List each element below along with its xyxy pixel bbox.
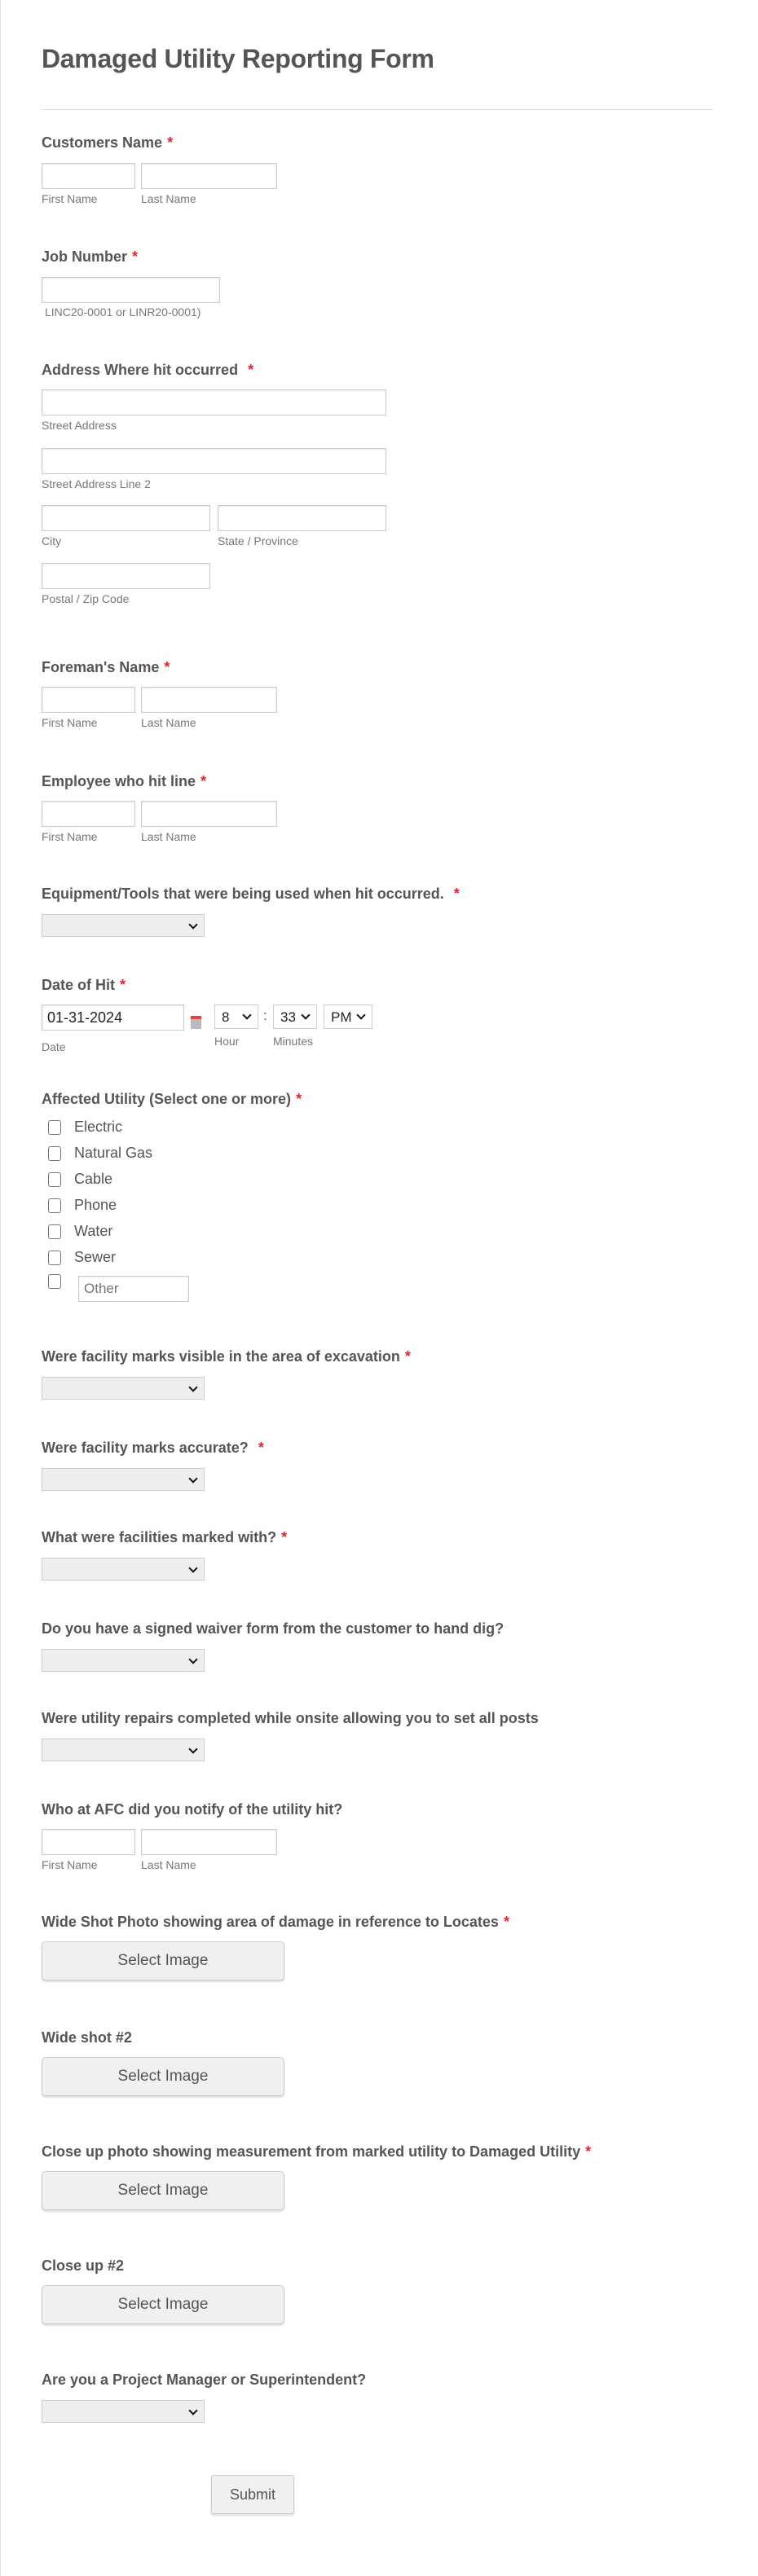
afc-first-name-input[interactable] bbox=[42, 1829, 135, 1855]
checkbox-natural-gas[interactable] bbox=[48, 1146, 61, 1161]
checkbox-sewer[interactable] bbox=[48, 1251, 61, 1265]
address-label: Address Where hit occurred * bbox=[42, 362, 254, 378]
sublabel: Last Name bbox=[141, 192, 196, 205]
other-input[interactable] bbox=[78, 1276, 189, 1302]
sublabel: Last Name bbox=[141, 1858, 196, 1871]
sublabel: State / Province bbox=[218, 534, 298, 547]
sublabel: Hour bbox=[214, 1035, 240, 1048]
repairs-label: Were utility repairs completed while onsite allowing you to set all posts bbox=[42, 1710, 539, 1726]
checkbox-label: Phone bbox=[74, 1197, 117, 1213]
job-number-hint: LINC20-0001 or LINR20-0001) bbox=[45, 306, 201, 319]
sublabel: Last Name bbox=[141, 716, 196, 729]
checkbox-label: Sewer bbox=[74, 1249, 117, 1265]
wide2-select-image-button[interactable]: Select Image bbox=[42, 2057, 284, 2096]
closeup-select-image-button[interactable]: Select Image bbox=[42, 2171, 284, 2210]
checkbox-electric[interactable] bbox=[48, 1120, 61, 1135]
marks-visible-label: Were facility marks visible in the area of excavation * bbox=[42, 1348, 411, 1365]
sublabel: Street Address bbox=[42, 419, 117, 432]
waiver-label: Do you have a signed waiver form from the customer to hand dig? bbox=[42, 1620, 505, 1637]
sublabel: First Name bbox=[42, 192, 98, 205]
job-number-label: Job Number * bbox=[42, 248, 139, 265]
sublabel: Street Address Line 2 bbox=[42, 477, 151, 490]
role-select[interactable] bbox=[42, 2400, 205, 2423]
checkbox-cable[interactable] bbox=[48, 1172, 61, 1187]
marks-visible-select[interactable] bbox=[42, 1377, 205, 1400]
checkbox-label: Electric bbox=[74, 1119, 123, 1135]
sublabel: First Name bbox=[42, 830, 98, 843]
customers-name-label: Customers Name * bbox=[42, 134, 174, 151]
marks-accurate-select[interactable] bbox=[42, 1468, 205, 1491]
job-number-input[interactable] bbox=[42, 277, 220, 303]
affected-utility-label: Affected Utility (Select one or more) * bbox=[42, 1091, 302, 1107]
closeup2-label: Close up #2 bbox=[42, 2257, 125, 2274]
checkbox-water[interactable] bbox=[48, 1224, 61, 1239]
marks-accurate-label: Were facility marks accurate? * bbox=[42, 1440, 264, 1456]
equipment-label: Equipment/Tools that were being used when hit occurred. * bbox=[42, 886, 460, 902]
role-label: Are you a Project Manager or Superintendent? bbox=[42, 2372, 367, 2388]
city-input[interactable] bbox=[42, 505, 210, 531]
checkbox-phone[interactable] bbox=[48, 1198, 61, 1213]
sublabel: First Name bbox=[42, 1858, 98, 1871]
closeup-label: Close up photo showing measurement from marked utility to Damaged Utility * bbox=[42, 2143, 592, 2160]
marked-with-label: What were facilities marked with? * bbox=[42, 1529, 288, 1545]
submit-button[interactable]: Submit bbox=[211, 2475, 294, 2514]
employee-label: Employee who hit line * bbox=[42, 773, 207, 789]
state-input[interactable] bbox=[218, 505, 386, 531]
other-checkbox[interactable] bbox=[48, 1274, 61, 1289]
foreman-label: Foreman's Name * bbox=[42, 659, 170, 675]
afc-label: Who at AFC did you notify of the utility hit? bbox=[42, 1801, 343, 1818]
divider bbox=[42, 109, 713, 110]
zip-input[interactable] bbox=[42, 563, 210, 589]
foreman-last-name-input[interactable] bbox=[141, 687, 277, 713]
equipment-select[interactable] bbox=[42, 914, 205, 937]
ampm-select[interactable]: PM bbox=[324, 1004, 372, 1029]
date-input[interactable] bbox=[42, 1004, 184, 1031]
hour-select[interactable]: 8 bbox=[214, 1004, 258, 1029]
waiver-select[interactable] bbox=[42, 1649, 205, 1672]
sublabel: Postal / Zip Code bbox=[42, 592, 130, 605]
foreman-first-name-input[interactable] bbox=[42, 687, 135, 713]
marked-with-select[interactable] bbox=[42, 1558, 205, 1580]
minutes-select[interactable]: 33 bbox=[273, 1004, 317, 1029]
time-colon: : bbox=[263, 1008, 267, 1023]
wide-photo-label: Wide Shot Photo showing area of damage in reference to Locates * bbox=[42, 1914, 509, 1930]
sublabel: City bbox=[42, 534, 62, 547]
closeup2-select-image-button[interactable]: Select Image bbox=[42, 2285, 284, 2324]
employee-first-name-input[interactable] bbox=[42, 801, 135, 827]
date-of-hit-label: Date of Hit * bbox=[42, 977, 126, 993]
street-address-input[interactable] bbox=[42, 389, 386, 415]
employee-last-name-input[interactable] bbox=[141, 801, 277, 827]
sublabel: Minutes bbox=[273, 1035, 314, 1048]
calendar-icon[interactable] bbox=[191, 1016, 201, 1029]
wide-photo-select-image-button[interactable]: Select Image bbox=[42, 1941, 284, 1980]
sublabel: Last Name bbox=[141, 830, 196, 843]
street-address-line2-input[interactable] bbox=[42, 448, 386, 474]
sublabel: Date bbox=[42, 1040, 66, 1053]
wide2-label: Wide shot #2 bbox=[42, 2029, 132, 2046]
afc-last-name-input[interactable] bbox=[141, 1829, 277, 1855]
repairs-select[interactable] bbox=[42, 1739, 205, 1761]
checkbox-label: Natural Gas bbox=[74, 1145, 153, 1161]
checkbox-label: Cable bbox=[74, 1171, 113, 1187]
form-title: Damaged Utility Reporting Form bbox=[42, 44, 434, 73]
customer-first-name-input[interactable] bbox=[42, 163, 135, 189]
checkbox-label: Water bbox=[74, 1223, 113, 1239]
sublabel: First Name bbox=[42, 716, 98, 729]
customer-last-name-input[interactable] bbox=[141, 163, 277, 189]
